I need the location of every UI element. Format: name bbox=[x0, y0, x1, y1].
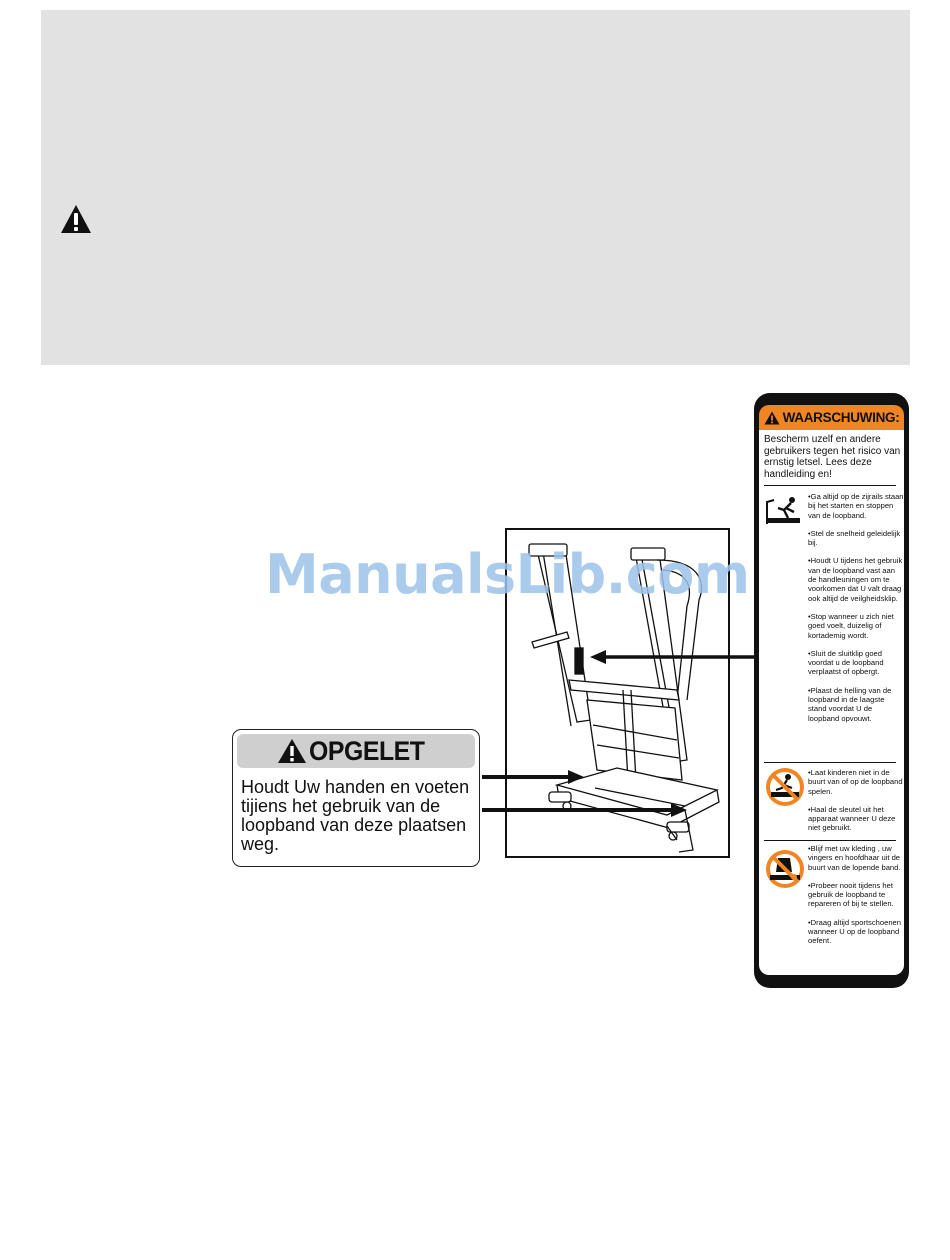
divider bbox=[764, 485, 896, 486]
no-children-icon bbox=[764, 766, 806, 808]
caution-title: OPGELET bbox=[309, 735, 425, 766]
warning-label-intro: Bescherm uzelf en andere gebruikers tegen het risico van ernstig letsel. Lees deze handleiding en! bbox=[764, 434, 901, 480]
warning-item: •Stop wanneer u zich niet goed voelt, duizelig of kortademig wordt. bbox=[808, 611, 894, 640]
warning-item: •Draag altijd sportschoenen wanneer U op de loopband oefent. bbox=[808, 917, 901, 946]
warning-item: •Plaast de helling van de loopband in de laagste stand voordat U de loopband opvouwt. bbox=[808, 685, 892, 723]
warning-item: •Stel de snelheid geleidelijk bij. bbox=[808, 528, 901, 548]
instruction-panel bbox=[41, 10, 910, 365]
arrow-icon bbox=[482, 800, 702, 820]
warning-item: •Ga altijd op de zijrails staan bij het starten en stoppen van de loopband. bbox=[808, 492, 904, 520]
warning-item: •Probeer nooit tijdens het gebruik de loopband te repareren of bij te stellen. bbox=[808, 880, 894, 909]
fall-hazard-icon bbox=[764, 494, 804, 526]
caution-box bbox=[232, 729, 480, 867]
arrow-icon bbox=[588, 647, 758, 667]
warning-item: •Houdt U tijdens het gebruik van de loopband vast aan de handleuningen om te voorkomen dat U valt draag ook altijd de veilgheidsklip. bbox=[808, 556, 903, 603]
warning-item: •Laat kinderen niet in de buurt van of op de loopband spelen. bbox=[808, 768, 903, 796]
divider bbox=[764, 840, 896, 841]
warning-item: •Sluit de sluitklip goed voordat u de loopband verplaatst of opbergt. bbox=[808, 648, 884, 677]
warning-item: •Haal de sleutel uit het apparaat wanneer U deze niet gebruikt. bbox=[808, 804, 896, 833]
warning-list-2 bbox=[808, 768, 904, 842]
divider bbox=[764, 762, 896, 763]
caution-text: Houdt Uw handen en voeten tijiens het gebruik van de loopband van deze plaatsen weg. bbox=[241, 777, 470, 854]
warning-triangle-icon bbox=[60, 204, 92, 234]
warning-item: •Blijf met uw kleding , uw vingers en hoofdhaar uit de buurt van de lopende band. bbox=[808, 844, 901, 872]
caution-header bbox=[237, 734, 475, 768]
warning-label-title: WAARSCHUWING: bbox=[782, 410, 900, 425]
entanglement-hazard-icon bbox=[764, 848, 806, 890]
warning-list-3 bbox=[808, 844, 904, 955]
warning-list-1 bbox=[808, 492, 904, 732]
warning-triangle-icon bbox=[277, 738, 307, 764]
warning-triangle-icon bbox=[764, 411, 780, 425]
watermark: ManualsLib.com bbox=[265, 543, 750, 606]
warning-label-header bbox=[759, 405, 904, 430]
